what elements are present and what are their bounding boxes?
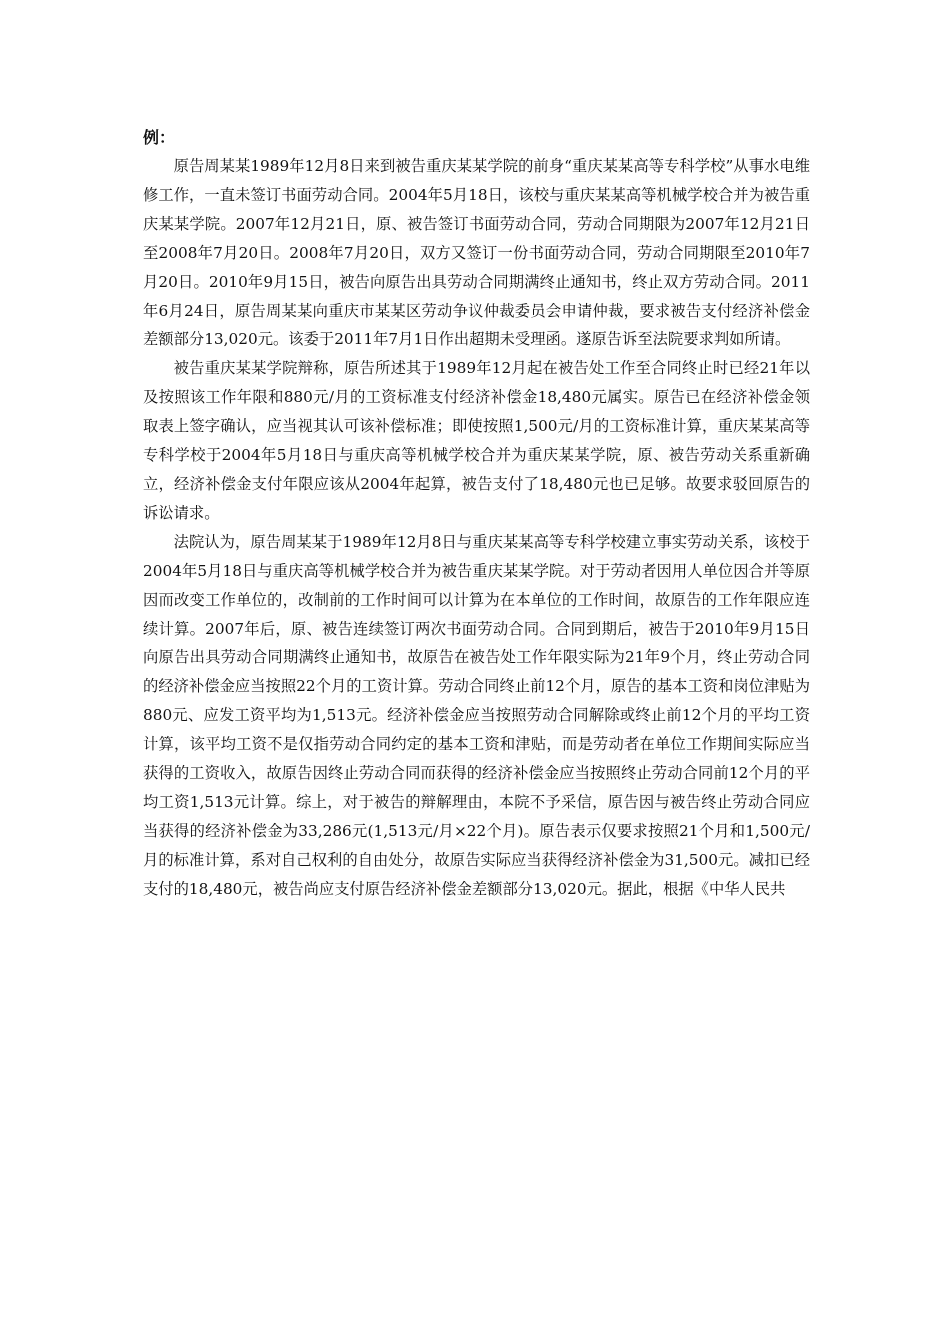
document-page: [143, 124, 810, 904]
court-opinion-paragraph: 法院认为，原告周某某于1989年12月8日与重庆某某高等专科学校建立事实劳动关系，该校于2004年5月18日与重庆高等机械学校合并为被告重庆某某学院。对于劳动者因用人单位因合并等原因而改变工作单位的，改制前的工作时间可以计算为在本单位的工作时间，故原告的工作年限应连续计算。2007年后，原、被告连续签订两次书面劳动合同。合同到期后，被告于2010年9月15日向原告出具劳动合同期满终止通知书，故原告在被告处工作年限实际为21年9个月，终止劳动合同的经济补偿金应当按照22个月的工资计算。劳动合同终止前12个月，原告的基本工资和岗位津贴为880元、应发工资平均为1,513元。经济补偿金应当按照劳动合同解除或终止前12个月的平均工资计算，该平均工资不是仅指劳动合同约定的基本工资和津贴，而是劳动者在单位工作期间实际应当获得的工资收入，故原告因终止劳动合同而获得的经济补偿金应当按照终止劳动合同前12个月的平均工资1,513元计算。综上，对于被告的辩解理由，本院不予采信，原告因与被告终止劳动合同应当获得的经济补偿金为33,286元(1,513元/月×22个月)。原告表示仅要求按照21个月和1,500元/月的标准计算，系对自己权利的自由处分，故原告实际应当获得经济补偿金为31,500元。减扣已经支付的18,480元，被告尚应支付原告经济补偿金差额部分13,020元。据此，根据《中华人民共: [143, 532, 810, 898]
plaintiff-claim-paragraph: 原告周某某1989年12月8日来到被告重庆某某学院的前身“重庆某某高等专科学校”从事水电维修工作，一直未签订书面劳动合同。2004年5月18日，该校与重庆某某高等机械学校合并为被告重庆某某学院。2007年12月21日，原、被告签订书面劳动合同，劳动合同期限为2007年12月21日至2008年7月20日。2008年7月20日，双方又签订一份书面劳动合同，劳动合同期限至2010年7月20日。2010年9月15日，被告向原告出具劳动合同期满终止通知书，终止双方劳动合同。2011年6月24日，原告周某某向重庆市某某区劳动争议仲裁委员会申请仲裁，要求被告支付经济补偿金差额部分13,020元。该委于2011年7月1日作出超期未受理函。遂原告诉至法院要求判如所请。: [143, 157, 810, 349]
example-heading: 例：: [143, 128, 176, 147]
defendant-defense-paragraph: 被告重庆某某学院辩称，原告所述其于1989年12月起在被告处工作至合同终止时已经21年以及按照该工作年限和880元/月的工资标准支付经济补偿金18,480元属实。原告已在经济补偿金领取表上签字确认，应当视其认可该补偿标准；即使按照1,500元/月的工资标准计算，重庆某某高等专科学校于2004年5月18日与重庆高等机械学校合并为重庆某某学院，原、被告劳动关系重新确立，经济补偿金支付年限应该从2004年起算，被告支付了18,480元也已足够。故要求驳回原告的诉讼请求。: [143, 359, 810, 522]
